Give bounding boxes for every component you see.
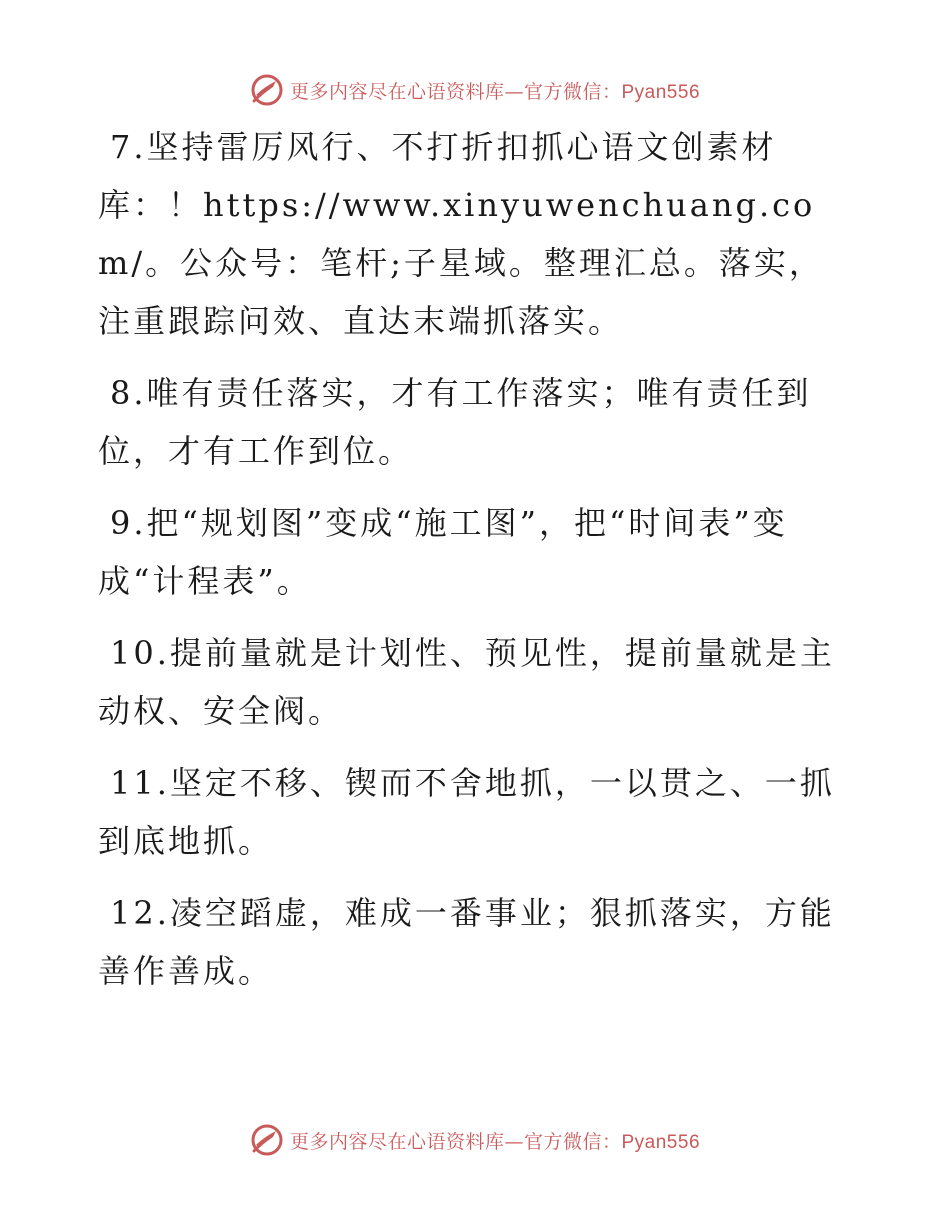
- footer-watermark: [0, 1120, 950, 1160]
- watermark-text: 更多内容尽在心语资料库—官方微信：Pyan556: [289, 1130, 701, 1153]
- list-item: 10.提前量就是计划性、预见性，提前量就是主动权、安全阀。: [98, 634, 835, 730]
- list-item: 11.坚定不移、锲而不舍地抓，一以贯之、一抓到底地抓。: [98, 764, 835, 860]
- document-body: [98, 118, 858, 1014]
- watermark-id: Pyan556: [621, 81, 701, 103]
- list-item: 7.坚持雷厉风行、不打折扣抓心语文创素材库：！https://www.xinyuwenchuang.com/。公众号：笔杆;子星域。整理汇总。落实，注重跟踪问效、直达末端抓落实。: [98, 128, 824, 340]
- pen-logo-icon: [250, 73, 284, 107]
- watermark-text: 更多内容尽在心语资料库—官方微信：Pyan556: [289, 80, 701, 103]
- watermark-id: Pyan556: [621, 1131, 701, 1153]
- header-watermark: [0, 70, 950, 110]
- list-item: 9.把“规划图”变成“施工图”，把“时间表”变成“计程表”。: [98, 504, 788, 600]
- pen-logo-icon: [250, 1123, 284, 1157]
- list-item: 8.唯有责任落实，才有工作落实；唯有责任到位，才有工作到位。: [98, 374, 812, 470]
- list-item: 12.凌空蹈虚，难成一番事业；狠抓落实，方能善作善成。: [98, 894, 835, 990]
